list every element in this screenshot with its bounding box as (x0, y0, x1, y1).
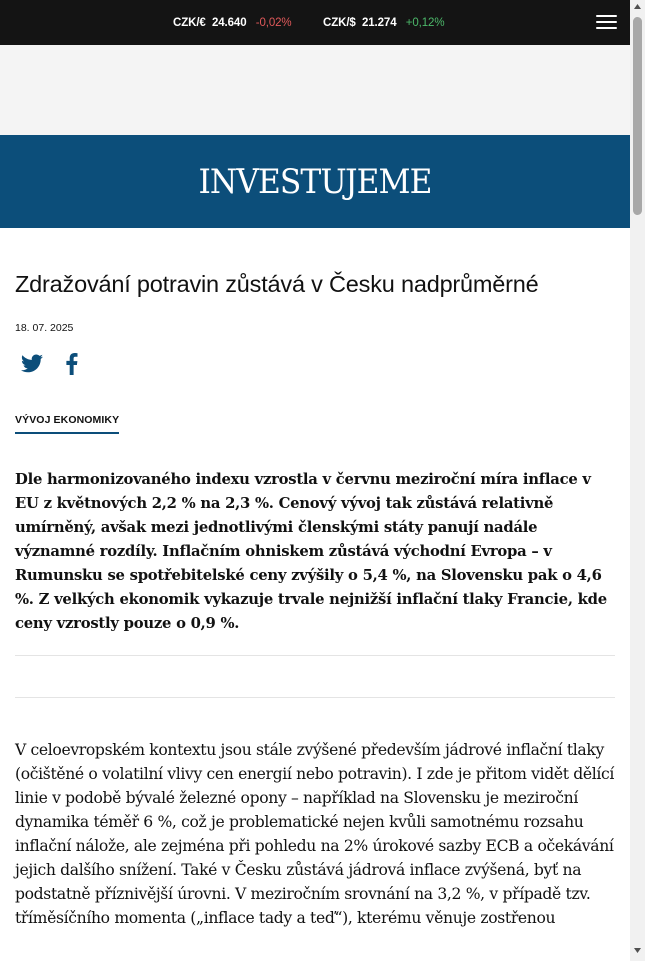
divider (15, 697, 615, 698)
article-title: Zdražování potravin zůstává v Česku nadprůměrné (15, 271, 539, 297)
twitter-icon (20, 352, 44, 376)
ticker-pair: CZK/$ (323, 17, 356, 29)
article-date: 18. 07. 2025 (15, 322, 74, 334)
scroll-down-arrow-icon[interactable] (630, 944, 645, 959)
scrollbar-thumb[interactable] (633, 17, 642, 215)
scrollbar[interactable] (630, 0, 645, 961)
ticker-change: -0,02% (255, 17, 292, 29)
scroll-up-arrow-icon[interactable] (630, 0, 645, 15)
ticker-value: 24.640 (211, 17, 247, 29)
category-link[interactable]: VÝVOJ EKONOMIKY (15, 413, 119, 434)
menu-line (596, 21, 617, 23)
ticker-usd[interactable] (323, 15, 444, 31)
menu-line (596, 15, 617, 17)
ticker-pair: CZK/€ (173, 17, 206, 29)
ticker-eur[interactable] (173, 15, 292, 31)
currency-bar (0, 0, 630, 45)
twitter-share-button[interactable] (20, 352, 46, 378)
brand-logo[interactable]: INVESTUJEME (198, 162, 432, 202)
divider (15, 655, 615, 656)
article-lead: Dle harmonizovaného indexu vzrostla v červnu meziroční míra inflace v EU z květnových 2,2 % na 2,3 %. Cenový vývoj tak zůstává relativně umírněný, avšak mezi jednotlivými členskými státy panují nadále významné rozdíly. Inflačním ohniskem zůstává východní Evropa – v Rumunsku se spotřebitelské ceny zvýšily o 5,4 %, na Slovensku pak o 4,6 %. Z velkých ekonomik vykazuje trvale nejnižší inflační tlaky Francie, kde ceny vzrostly pouze o 0,9 %. (15, 471, 607, 632)
hamburger-menu-icon[interactable] (596, 13, 618, 31)
article-body: V celoevropském kontextu jsou stále zvýšené především jádrové inflační tlaky (očištěné o volatilní vlivy cen energií nebo potravin). I zde je přitom vidět dělící linie v podobě bývalé železné opony – například na Slovensku je meziroční dynamika téměř 6 %, což je problematické nejen kvůli samotnému rozsahu inflační nálože, ale zejména při pohledu na 2% úrokové sazby ECB a očekávání jejich dalšího snížení. Také v Česku zůstává jádrová inflace zvýšená, byť na podstatně příznivější úrovni. V meziročním srovnání na 3,2 %, v případě tzv. tříměsíčního momenta („inflace tady a teď“), kterému věnuje zostřenou (15, 741, 615, 927)
ticker-change: +0,12% (405, 17, 445, 29)
ticker-value: 21.274 (361, 17, 397, 29)
facebook-icon (60, 352, 84, 376)
ad-placeholder (0, 45, 630, 135)
menu-line (596, 27, 617, 29)
facebook-share-button[interactable] (60, 352, 86, 378)
brand-banner (0, 135, 630, 228)
